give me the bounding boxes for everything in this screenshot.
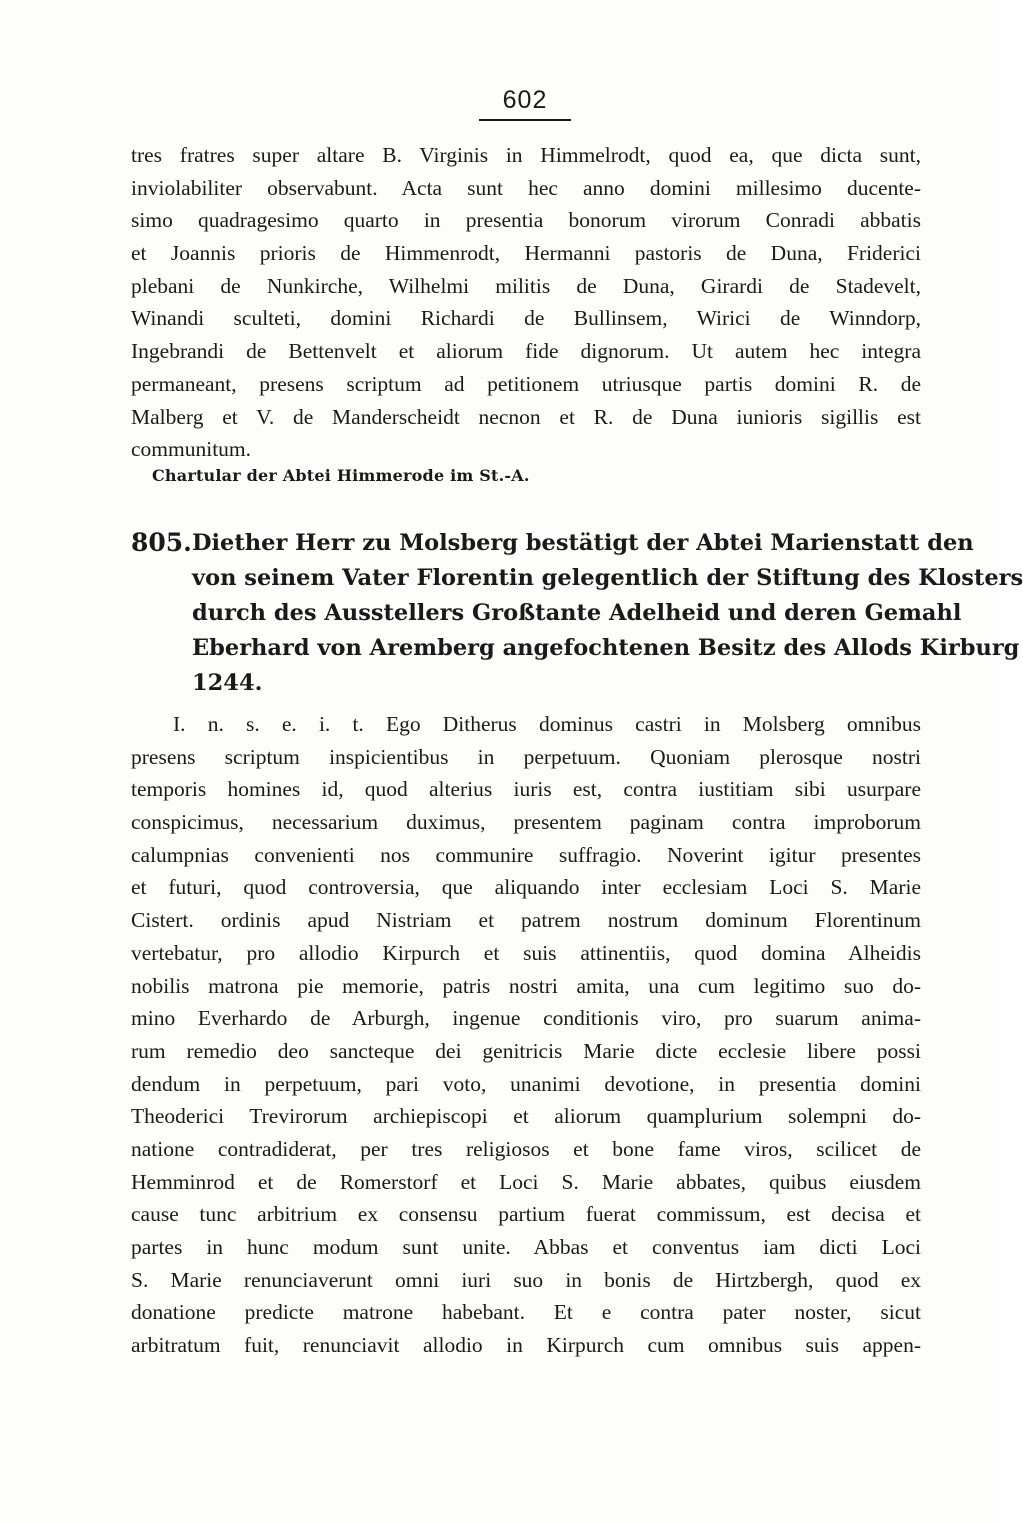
text-line: presens scriptum inspicientibus in perpetuum. Quoniam plerosque nostri — [131, 744, 921, 769]
heading-line: von seinem Vater Florentin gelegentlich der Stiftung des Klosters — [192, 565, 1023, 591]
page-number-rule — [479, 119, 571, 121]
document-body — [131, 708, 921, 1362]
text-line: Winandi sculteti, domini Richardi de Bullinsem, Wirici de Winndorp, — [131, 306, 921, 331]
document-heading — [192, 526, 1023, 701]
text-line: inviolabiliter observabunt. Acta sunt hec anno domini millesimo ducente- — [131, 175, 921, 200]
heading-line: Eberhard von Aremberg angefochtenen Besitz des Allods Kirburg — [192, 635, 1020, 661]
text-line: arbitratum fuit, renunciavit allodio in Kirpurch cum omnibus suis appen- — [131, 1333, 921, 1358]
text-line: donatione predicte matrone habebant. Et e contra pater noster, sicut — [131, 1300, 921, 1325]
text-line: tres fratres super altare B. Virginis in Himmelrodt, quod ea, que dicta sunt, — [131, 143, 921, 167]
document-number: 805. — [131, 528, 192, 557]
text-line: cause tunc arbitrium ex consensu partium fuerat commissum, est decisa et — [131, 1202, 921, 1227]
text-line: Malberg et V. de Manderscheidt necnon et R. de Duna iunioris sigillis est — [131, 404, 921, 429]
text-line: et Joannis prioris de Himmenrodt, Hermanni pastoris de Duna, Friderici — [131, 241, 921, 266]
text-line: et futuri, quod controversia, que aliquando inter ecclesiam Loci S. Marie — [131, 875, 921, 900]
text-line: vertebatur, pro allodio Kirpurch et suis attinentiis, quod domina Alheidis — [131, 940, 921, 965]
page-number: 602 — [502, 86, 548, 114]
text-line: Ingebrandi de Bettenvelt et aliorum fide dignorum. Ut autem hec integra — [131, 339, 921, 364]
text-line: I. n. s. e. i. t. Ego Ditherus dominus castri in Molsberg omnibus — [173, 712, 921, 736]
text-line: calumpnias convenienti nos communire suffragio. Noverint igitur presentes — [131, 842, 921, 867]
text-line: permaneant, presens scriptum ad petitionem utriusque partis domini R. de — [131, 371, 921, 396]
text-line: nobilis matrona pie memorie, patris nostri amita, una cum legitimo suo do- — [131, 973, 921, 998]
source-note: Chartular der Abtei Himmerode im St.-A. — [152, 466, 530, 485]
text-line: partes in hunc modum sunt unite. Abbas et conventus iam dicti Loci — [131, 1235, 921, 1259]
text-line: communitum. — [131, 437, 252, 462]
heading-line: durch des Ausstellers Großtante Adelheid und deren Gemahl — [192, 600, 962, 626]
text-line: S. Marie renunciaverunt omni iuri suo in bonis de Hirtzbergh, quod ex — [131, 1267, 921, 1292]
text-line: Theoderici Trevirorum archiepiscopi et aliorum quamplurium solempni do- — [131, 1104, 921, 1129]
text-line: Hemminrod et de Romerstorf et Loci S. Marie abbates, quibus eiusdem — [131, 1169, 921, 1194]
text-line: natione contradiderat, per tres religiosos et bone fame viros, scilicet de — [131, 1136, 921, 1161]
text-line: simo quadragesimo quarto in presentia bonorum virorum Conradi abbatis — [131, 208, 921, 233]
text-line: dendum in perpetuum, pari voto, unanimi devotione, in presentia domini — [131, 1071, 921, 1096]
text-line: Cistert. ordinis apud Nistriam et patrem nostrum dominum Florentinum — [131, 908, 921, 933]
heading-date: 1244. — [192, 670, 263, 696]
text-line: temporis homines id, quod alterius iuris est, contra iustitiam sibi usurpare — [131, 777, 921, 802]
continuation-paragraph — [131, 139, 921, 466]
text-line: mino Everhardo de Arburgh, ingenue conditionis viro, pro suarum anima- — [131, 1006, 921, 1031]
heading-line: Diether Herr zu Molsberg bestätigt der Abtei Marienstatt den — [192, 530, 974, 556]
text-line: rum remedio deo sancteque dei genitricis Marie dicte ecclesie libere possi — [131, 1038, 921, 1063]
text-line: plebani de Nunkirche, Wilhelmi militis de Duna, Girardi de Stadevelt, — [131, 273, 921, 298]
text-line: conspicimus, necessarium duximus, presentem paginam contra improborum — [131, 810, 921, 835]
